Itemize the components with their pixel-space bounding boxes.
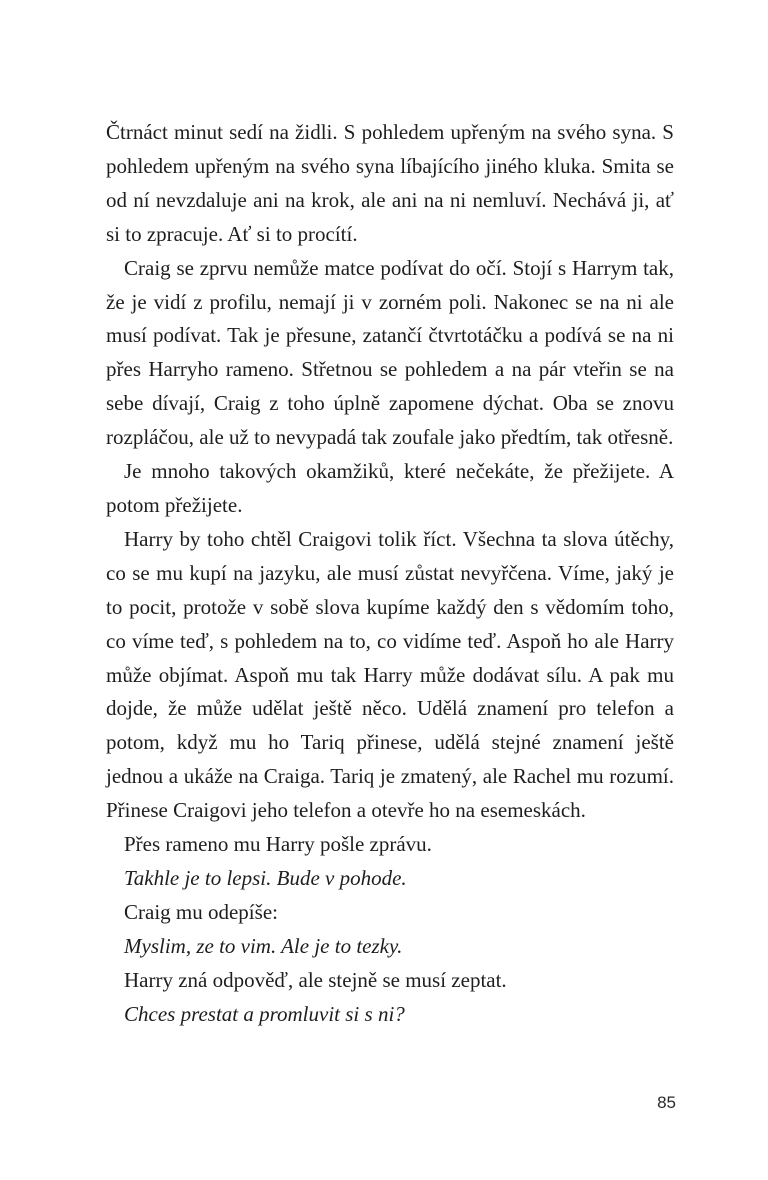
text-message: Chces prestat a promluvit si s ni? (124, 1001, 405, 1026)
page-number: 85 (657, 1093, 676, 1112)
paragraph: Harry by toho chtěl Craigovi tolik říct. Všechna ta slova útěchy, co se mu kupí na jazyku, ale musí zůstat nevyřčena. Víme, jaký je to pocit, protože v sobě slova kupíme každý den s vědomím toho, co víme teď, s pohledem na to, co vidíme teď. Aspoň ho ale Harry může objímat. Aspoň mu tak Harry může dodávat sílu. A pak mu dojde, že může udělat ještě něco. Udělá znamení pro telefon a potom, když mu ho Tariq přinese, udělá stejné znamení ještě jednou a ukáže na Craiga. Tariq je zmatený, ale Rachel mu rozumí. Přinese Craigovi jeho telefon a otevře ho na esemeskách. (106, 526, 674, 823)
paragraph: Přes rameno mu Harry pošle zprávu. (124, 832, 432, 857)
text-message: Takhle je to lepsi. Bude v pohode. (124, 865, 407, 890)
body-text (106, 116, 674, 1031)
paragraph: Harry zná odpověď, ale stejně se musí zeptat. (124, 967, 507, 992)
text-message: Myslim, ze to vim. Ale je to tezky. (124, 933, 403, 958)
paragraph: Craig se zprvu nemůže matce podívat do očí. Stojí s Harrym tak, že je vidí z profilu, nemají ji v zorném poli. Nakonec se na ni ale musí podívat. Tak je přesune, zatančí čtvrtotáčku a podívá se na ni přes Harryho rameno. Střetnou se pohledem a na pár vteřin se na sebe dívají, Craig z toho úplně zapomene dýchat. Oba se znovu rozpláčou, ale už to nevypadá tak zoufale jako předtím, tak otřesně. (106, 255, 674, 450)
paragraph: Craig mu odepíše: (124, 899, 278, 924)
paragraph: Čtrnáct minut sedí na židli. S pohledem upřeným na svého syna. S pohledem upřeným na svého syna líbajícího jiného kluka. Smita se od ní nevzdaluje ani na krok, ale ani na ni nemluví. Nechává ji, ať si to zpracuje. Ať si to procítí. (106, 120, 674, 246)
paragraph: Je mnoho takových okamžiků, které nečekáte, že přežijete. A potom přežijete. (106, 459, 674, 517)
